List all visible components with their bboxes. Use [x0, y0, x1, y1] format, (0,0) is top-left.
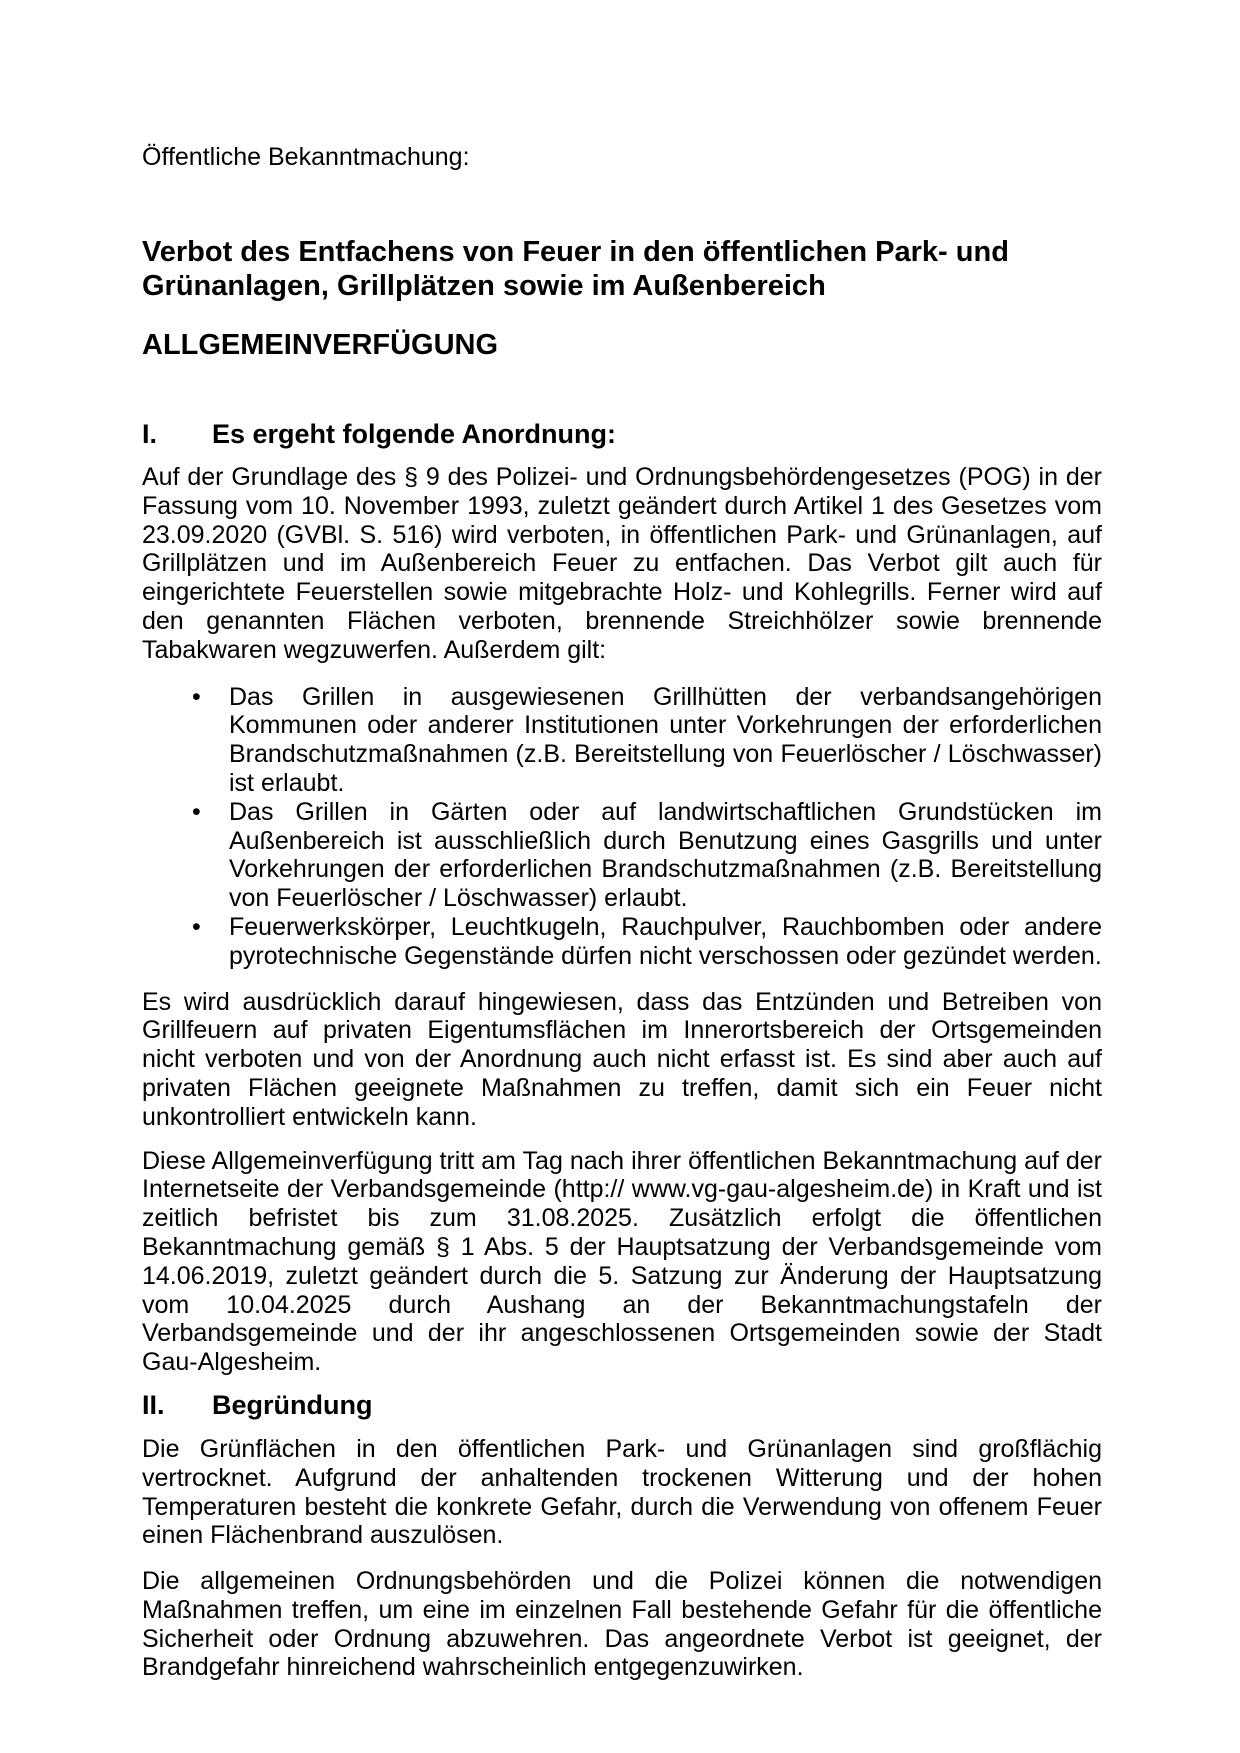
document-title: Verbot des Entfachens von Feuer in den öffentlichen Park- und Grünanlagen, Grillplätzen sowie im Außenbereich [142, 236, 1009, 302]
section-1-number: I. [142, 419, 158, 449]
bullet-item-fireworks [142, 913, 1102, 971]
section-1-title: Es ergeht folgende Anordnung: [212, 419, 616, 449]
document-subtitle: ALLGEMEINVERFÜGUNG [142, 329, 499, 361]
bullet-item-grill-huts [142, 683, 1102, 798]
section-1-heading [142, 419, 1102, 449]
validity-paragraph: Diese Allgemeinverfügung tritt am Tag nach ihrer öffentlichen Bekanntmachung auf der Internetseite der Verbandsgemeinde (http:// www.vg-gau-algesheim.de) in Kraft und ist zeitlich befristet bis zum 31.08.2025. Zusätzlich erfolgt die öffentlichen Bekanntmachung gemäß § 1 Abs. 5 der Hauptsatzung der Verbandsgemeinde vom 14.06.2019, zuletzt geändert durch die 5. Satzung zur Änderung der Hauptsatzung vom 10.04.2025 durch Aushang an der Bekanntmachungstafeln der Verbandsgemeinde und der ihr angeschlossenen Ortsgemeinden sowie der Stadt Gau-Algesheim. [142, 1146, 1102, 1377]
bullet-text-gardens: Das Grillen in Gärten oder auf landwirtschaftlichen Grundstücken im Außenbereich ist ausschließlich durch Benutzung eines Gasgrills und unter Vorkehrungen der erforderlichen Brandschutzmaßnahmen (z.B. Bereitstellung von Feuerlöscher / Löschwasser) erlaubt. [229, 797, 1102, 913]
reason-paragraph-2: Die allgemeinen Ordnungsbehörden und die Polizei können die notwendigen Maßnahmen treffen, um eine im einzelnen Fall bestehende Gefahr für die öffentliche Sicherheit oder Ordnung abzuwehren. Das angeordnete Verbot ist geeignet, der Brandgefahr hinreichend wahrscheinlich entgegenzuwirken. [142, 1567, 1102, 1682]
private-property-paragraph: Es wird ausdrücklich darauf hingewiesen, dass das Entzünden und Betreiben von Grillfeuern auf privaten Eigentumsflächen im Innerortsbereich der Ortsgemeinden nicht verboten und von der Anordnung auch nicht erfasst ist. Es sind aber auch auf privaten Flächen geeignete Maßnahmen zu treffen, damit sich ein Feuer nicht unkontrolliert entwickeln kann. [142, 987, 1102, 1131]
section-2-number: II. [142, 1389, 165, 1420]
section-2-heading [142, 1390, 1102, 1420]
bullet-text-grill-huts: Das Grillen in ausgewiesenen Grillhütten der verbandsangehörigen Kommunen oder anderer Institutionen unter Vorkehrungen der erforderlichen Brandschutzmaßnahmen (z.B. Bereitstellung von Feuerlöscher / Löschwasser) ist erlaubt. [229, 682, 1102, 797]
bullet-icon: • [192, 912, 201, 941]
bullet-item-gardens [142, 798, 1102, 913]
section-2-title: Begründung [212, 1389, 373, 1420]
order-bullet-list [142, 683, 1102, 971]
bullet-icon: • [192, 797, 201, 826]
bullet-icon: • [192, 682, 201, 711]
reason-paragraph-1: Die Grünflächen in den öffentlichen Park- und Grünanlagen sind großflächig vertrocknet. Aufgrund der anhaltenden trockenen Witterung und der hohen Temperaturen besteht die konkrete Gefahr, durch die Verwendung von offenem Feuer einen Flächenbrand auszulösen. [142, 1434, 1102, 1550]
bullet-text-fireworks: Feuerwerkskörper, Leuchtkugeln, Rauchpulver, Rauchbomben oder andere pyrotechnische Gegenstände dürfen nicht verschossen oder gezündet werden. [229, 912, 1102, 970]
order-intro-paragraph: Auf der Grundlage des § 9 des Polizei- und Ordnungsbehördengesetzes (POG) in der Fassung vom 10. November 1993, zuletzt geändert durch Artikel 1 des Gesetzes vom 23.09.2020 (GVBl. S. 516) wird verboten, in öffentlichen Park- und Grünanlagen, auf Grillplätzen und im Außenbereich Feuer zu entfachen. Das Verbot gilt auch für eingerichtete Feuerstellen sowie mitgebrachte Holz- und Kohlegrills. Ferner wird auf den genannten Flächen verboten, brennende Streichhölzer sowie brennende Tabakwaren wegzuwerfen. Außerdem gilt: [142, 463, 1102, 664]
announcement-kicker: Öffentliche Bekanntmachung: [142, 143, 470, 171]
